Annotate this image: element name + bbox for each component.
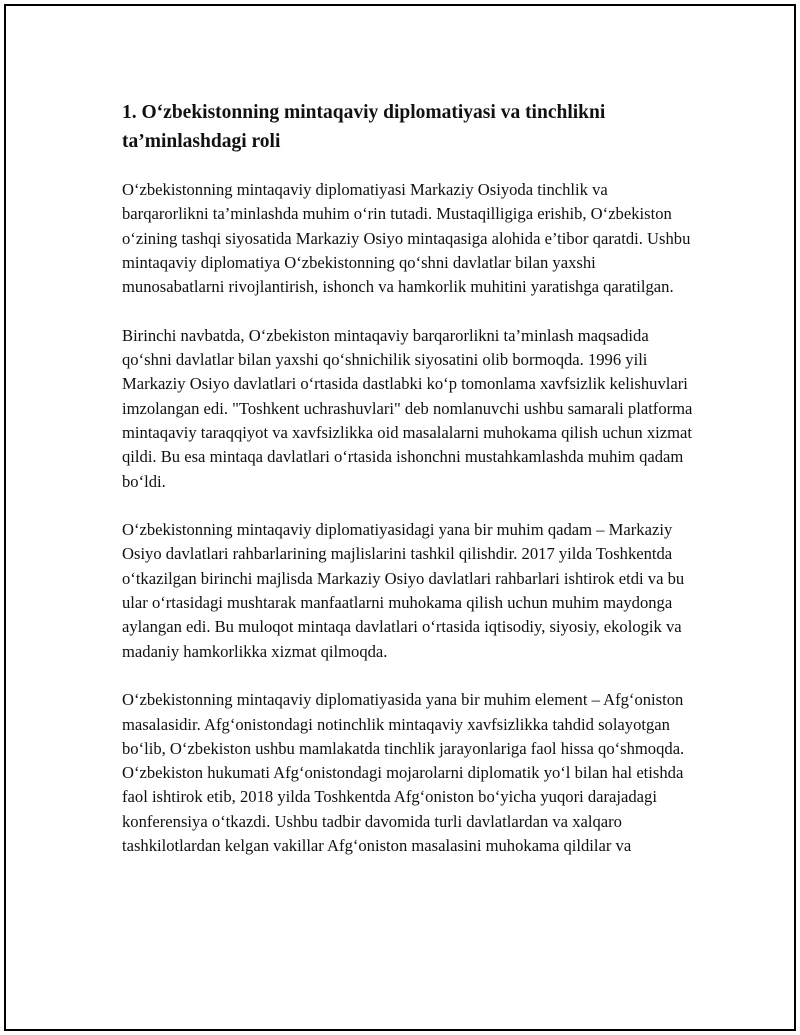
paragraph-afghanistan: O‘zbekistonning mintaqaviy diplomatiyasida yana bir muhim element – Afg‘oniston masalasidir. Afg‘onistondagi notinchlik mintaqaviy xavfsizlikka tahdid solayotgan bo‘lib, O‘zbekiston ushbu mamlakatda tinchlik jarayonlariga faol hissa qo‘shmoqda. O‘zbekiston hukumati Afg‘onistondagi mojarolarni diplomatik yo‘l bilan hal etishda faol ishtirok etib, 2018 yilda Toshkentda Afg‘oniston bo‘yicha yuqori darajadagi konferensiya o‘tkazdi. Ushbu tadbir davomida turli davlatlardan va xalqaro tashkilotlardan kelgan vakillar Afg‘oniston masalasini muhokama qildilar va — [122, 690, 685, 856]
paragraph-intro: O‘zbekistonning mintaqaviy diplomatiyasi Markaziy Osiyoda tinchlik va barqarorlikni ta’minlashda muhim o‘rin tutadi. Mustaqilligiga erishib, O‘zbekiston o‘zining tashqi siyosatida Markaziy Osiyo mintaqasiga alohida e’tibor qaratdi. Ushbu mintaqaviy diplomatiya O‘zbekistonning qo‘shni davlatlar bilan yaxshi munosabatlarni rivojlantirish, ishonch va hamkorlik muhitini yaratishga qaratilgan. — [122, 180, 691, 297]
paragraph-leaders-meetings: O‘zbekistonning mintaqaviy diplomatiyasidagi yana bir muhim qadam – Markaziy Osiyo davlatlari rahbarlarining majlislarini tashkil qilishdir. 2017 yilda Toshkentda o‘tkazilgan birinchi majlisda Markaziy Osiyo davlatlari rahbarlari ishtirok etdi va bu ular o‘rtasidagi mushtarak manfaatlarni muhokama qilish uchun muhim maydonga aylangan edi. Bu muloqot mintaqa davlatlari o‘rtasida iqtisodiy, siyosiy, ekologik va madaniy hamkorlikka xizmat qilmoqda. — [122, 520, 685, 661]
section-heading: 1. O‘zbekistonning mintaqaviy diplomatiyasi va tinchlikni ta’minlashdagi roli — [122, 102, 606, 152]
document-body — [122, 98, 694, 883]
paragraph-neighbor-policy: Birinchi navbatda, O‘zbekiston mintaqaviy barqarorlikni ta’minlash maqsadida qo‘shni davlatlar bilan yaxshi qo‘shnichilik siyosatini olib bormoqda. 1996 yili Markaziy Osiyo davlatlari o‘rtasida dastlabki ko‘p tomonlama xavfsizlik kelishuvlari imzolangan edi. "Toshkent uchrashuvlari" deb nomlanuvchi ushbu samarali platforma mintaqaviy taraqqiyot va xavfsizlikka oid masalalarni muhokama qilish uchun xizmat qildi. Bu esa mintaqa davlatlari o‘rtasida ishonchni mustahkamlashda muhim qadam bo‘ldi. — [122, 325, 693, 491]
document-page — [4, 4, 796, 1031]
